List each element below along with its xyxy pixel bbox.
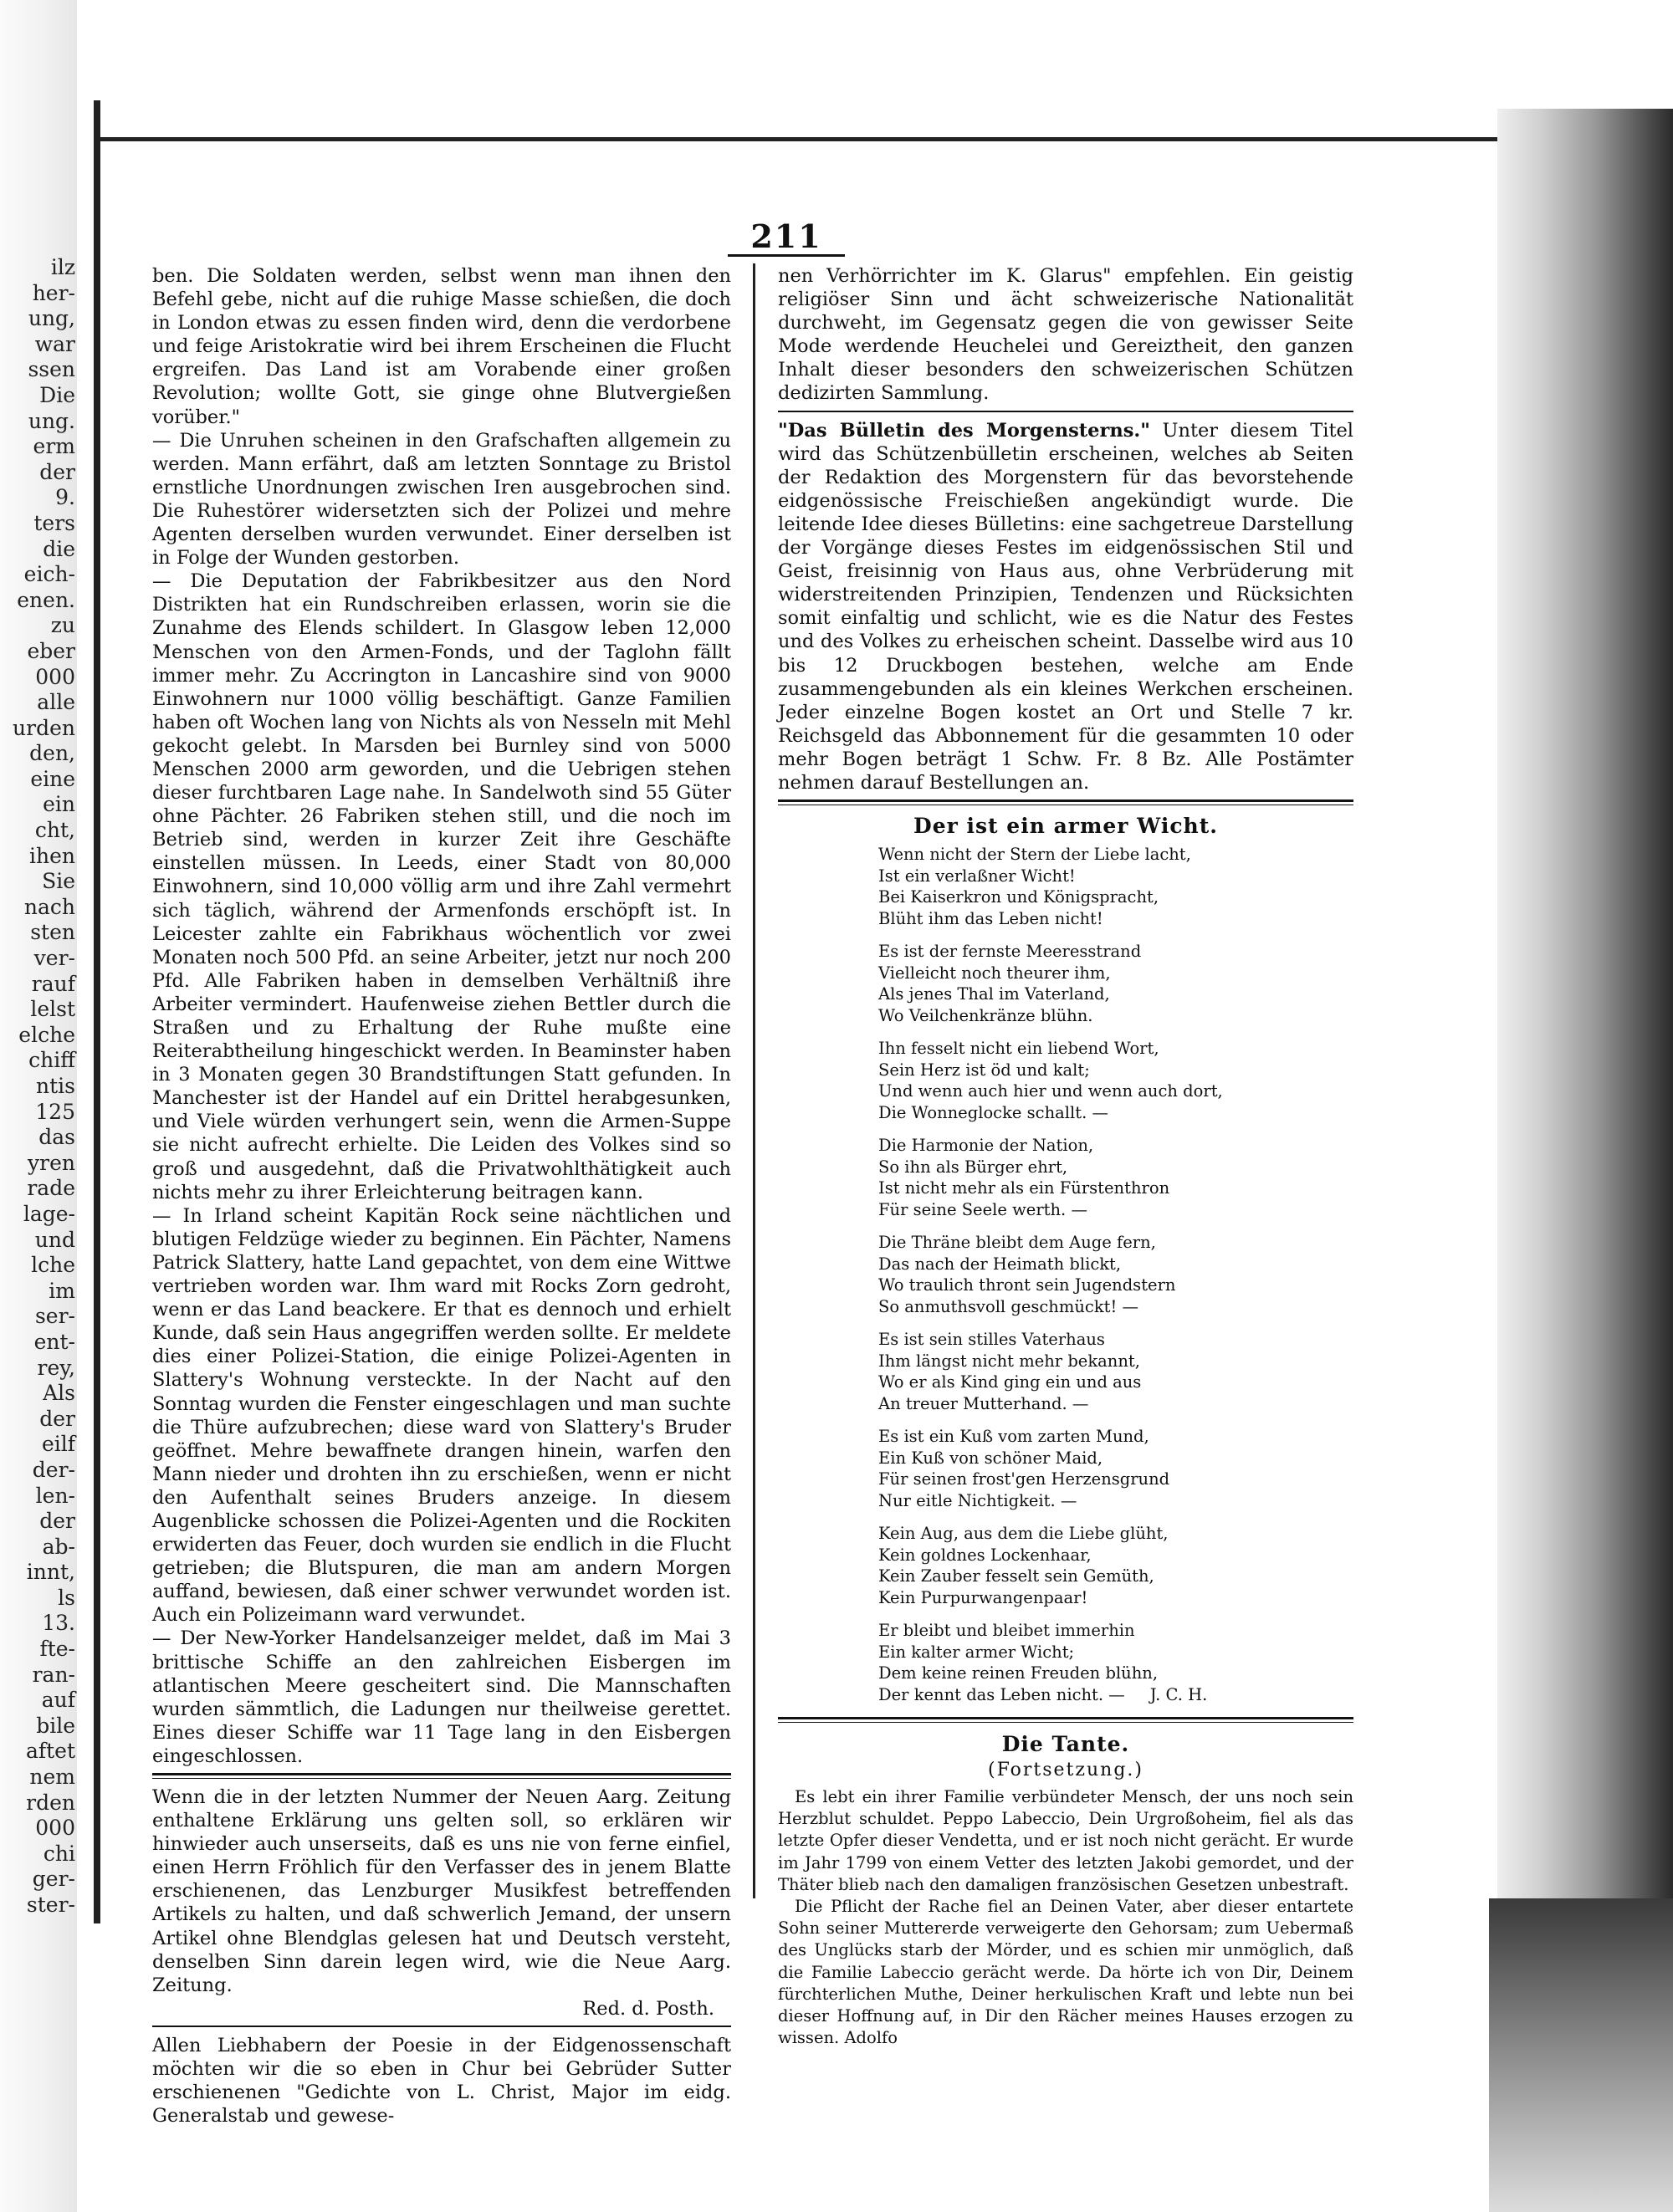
fragment-line: ung. <box>28 408 75 433</box>
poem-line <box>878 1372 1353 1393</box>
fragment-line: ger- <box>32 1867 75 1892</box>
binding-gutter <box>94 100 100 1923</box>
poetry-notice: Allen Liebhabern der Poesie in der Eidgenossenschaft möchten wir die so eben in Chur bei Gebrüder Sutter erschienenen "Gedichte von L. Christ, Major im eidg. Generalstab und gewese- <box>152 2034 731 2128</box>
fragment-line: Als <box>43 1381 75 1406</box>
poem-stanza <box>878 1426 1353 1511</box>
story-subtitle: (Fortsetzung.) <box>988 1760 1143 1781</box>
poem-line <box>878 1351 1353 1372</box>
fragment-line: chi <box>43 1841 75 1866</box>
poem-line <box>878 1060 1353 1081</box>
fragment-line: fte- <box>39 1637 75 1662</box>
fragment-line: auf <box>41 1688 75 1713</box>
poem-line-text: Blüht ihm das Leben nicht! <box>878 908 1103 928</box>
fragment-line: len- <box>35 1483 75 1508</box>
fragment-line: yren <box>28 1150 75 1175</box>
poem-line <box>878 1254 1353 1275</box>
column-divider <box>753 263 755 1898</box>
fragment-line: ent- <box>33 1329 75 1354</box>
poem-stanza <box>878 1038 1353 1123</box>
left-column <box>152 264 731 2128</box>
poem-line-text: Die Harmonie der Nation, <box>878 1136 1094 1156</box>
fragment-line: alle <box>37 690 75 715</box>
poem-line <box>878 908 1353 930</box>
fragment-line: elche <box>18 1022 75 1047</box>
poem-line-text: Kein Purpurwangenpaar! <box>878 1587 1088 1607</box>
poem-line-text: Ihn fesselt nicht ein liebend Wort, <box>878 1039 1159 1059</box>
poem-line-text: Es ist sein stilles Vaterhaus <box>878 1330 1105 1350</box>
poem-line <box>878 1296 1353 1318</box>
poem-line <box>878 1587 1353 1609</box>
editorial-notice: Wenn die in der letzten Nummer der Neuen Aarg. Zeitung enthaltene Erklärung uns gelten soll, so erklären wir hinwieder auch unserseits, daß es uns nie von ferne einfiel, einen Herrn Fröhlich für den Verfasser des in jenem Blatte erschienenen, das Lenzburger Musikfest betreffenden Artikels zu halten, und daß schwerlich Jemand, der unsern Artikel ohne Blendglas gelesen hat und Deutsch versteht, denselben Sinn darein legen wird, wie die Neue Aarg. Zeitung. <box>152 1786 731 1996</box>
story <box>778 1786 1353 2049</box>
fragment-line: der <box>39 1509 75 1534</box>
poem-line-text: Wenn nicht der Stern der Liebe lacht, <box>878 845 1191 865</box>
poem-line-text: Wo Veilchenkränze blühn. <box>878 1005 1093 1025</box>
right-column <box>778 264 1353 2050</box>
fragment-line: rauf <box>31 971 75 996</box>
fragment-line: 000 <box>35 664 75 689</box>
poem-line <box>878 1469 1353 1490</box>
fragment-line: ster- <box>26 1893 75 1917</box>
fragment-line: aftet <box>25 1739 75 1764</box>
fragment-line: lelst <box>30 997 75 1022</box>
bulletin-title: "Das Bülletin des Morgensterns." <box>778 419 1150 442</box>
poem-line-text: Es ist der fernste Meeresstrand <box>878 942 1142 962</box>
fragment-line: eilf <box>41 1432 75 1457</box>
fragment-line: ung, <box>28 306 75 331</box>
section-divider <box>778 411 1353 412</box>
fragment-line: ters <box>33 510 75 535</box>
poem-stanza <box>878 1329 1353 1414</box>
poem-line <box>878 1157 1353 1178</box>
page-corner-shadow <box>1489 1898 1673 2212</box>
fragment-line: ssen <box>28 357 75 382</box>
fragment-line: der <box>39 1406 75 1431</box>
poem-line-text: Ein kalter armer Wicht; <box>878 1642 1075 1662</box>
fragment-line: ein <box>43 792 75 817</box>
fragment-line: 13. <box>42 1611 75 1636</box>
fragment-line: ls <box>58 1585 75 1610</box>
fragment-line: Die <box>39 382 75 407</box>
fragment-line: rade <box>27 1176 75 1201</box>
poem-line <box>878 1523 1353 1545</box>
poem-line-text: Die Thräne bleibt dem Auge fern, <box>878 1233 1156 1253</box>
fragment-line: lage- <box>23 1201 75 1226</box>
poem-line-text: Und wenn auch hier und wenn auch dort, <box>878 1081 1223 1101</box>
fragment-line: sten <box>30 920 75 945</box>
fragment-line: rey, <box>37 1355 75 1380</box>
fragment-line: ver- <box>33 946 75 971</box>
poem-line <box>878 1566 1353 1587</box>
poem-line <box>878 1232 1353 1254</box>
poem-stanza <box>878 1135 1353 1220</box>
fragment-line: bile <box>36 1713 75 1738</box>
poem-line-text: Er bleibt und bleibet immerhin <box>878 1621 1135 1641</box>
poem-line-text: Bei Kaiserkron und Königspracht, <box>878 887 1159 907</box>
poem-line-text: Ein Kuß von schöner Maid, <box>878 1448 1103 1468</box>
poem-line-text: Sein Herz ist öd und kalt; <box>878 1060 1090 1080</box>
poem-line <box>878 1102 1353 1124</box>
fragment-line: der <box>39 459 75 484</box>
poem-line-text: Das nach der Heimath blickt, <box>878 1254 1122 1274</box>
poem-line <box>878 1448 1353 1469</box>
poem-line-text: Für seinen frost'gen Herzensgrund <box>878 1469 1170 1489</box>
poem-stanza <box>878 1523 1353 1608</box>
fragment-line: ihen <box>29 843 75 868</box>
poem-line-text: So ihn als Bürger ehrt, <box>878 1157 1068 1177</box>
fragment-line: chiff <box>28 1048 75 1073</box>
poem-line <box>878 1663 1353 1684</box>
fragment-line: nach <box>23 894 75 919</box>
page-edge-shadow <box>1497 109 1673 1898</box>
article-paragraph: — Der New-Yorker Handelsanzeiger meldet, daß im Mai 3 brittische Schiffe an den zahlreichen Eisbergen im atlantischen Meere gescheitert sind. Die Mannschaften wurden sämmtlich, die Ladungen nur theilweise gerettet. Eines dieser Schiffe war 11 Tage lang in den Eisbergen eingeschlossen. <box>152 1627 731 1767</box>
fragment-line: Sie <box>42 869 75 894</box>
poem-line <box>878 866 1353 887</box>
poem-line <box>878 1080 1353 1102</box>
poem-line-text: Dem keine reinen Freuden blühn, <box>878 1663 1159 1683</box>
fragment-line: rden <box>26 1790 75 1815</box>
story-paragraph: Es lebt ein ihrer Familie verbündeter Mensch, der uns noch sein Herzblut schuldet. Peppo Labeccio, Dein Urgroßoheim, fiel als das letzte Opfer dieser Vendetta, und er ist noch nicht gerächt. Er wurde im Jahr 1799 von einem Vetter des letzten Jakobi gemordet, und der Thäter blieb nach den damaligen französischen Gesetzen unbestraft. <box>778 1787 1353 1894</box>
fragment-line: eber <box>27 638 75 663</box>
editorial-signoff: Red. d. Posth. <box>582 1997 714 2020</box>
top-rule <box>99 137 1537 141</box>
poem-author: J. C. H. <box>1149 1684 1208 1704</box>
fragment-line: eine <box>30 766 75 791</box>
poem-line <box>878 1620 1353 1642</box>
poem-line-text: Ist nicht mehr als ein Fürstenthron <box>878 1178 1170 1198</box>
poem-stanza <box>878 941 1353 1026</box>
section-divider <box>152 1773 731 1779</box>
poem-line <box>878 844 1353 866</box>
poem-line-text: Vielleicht noch theurer ihm, <box>878 963 1111 983</box>
poem-stanza <box>878 1232 1353 1317</box>
poem-line-text: Es ist ein Kuß vom zarten Mund, <box>878 1427 1149 1447</box>
poem-line-text: Nur eitle Nichtigkeit. — <box>878 1490 1077 1510</box>
section-divider <box>778 799 1353 805</box>
fragment-line: lche <box>31 1253 75 1278</box>
page-number: 211 <box>728 219 845 257</box>
fragment-line: das <box>38 1125 75 1150</box>
poem-line-text: Wo traulich thront sein Jugendstern <box>878 1275 1176 1295</box>
fragment-line: ilz <box>50 255 75 279</box>
fragment-line: innt, <box>26 1560 75 1585</box>
poem-line-text: Als jenes Thal im Vaterland, <box>878 984 1110 1004</box>
poem-stanza <box>878 1620 1353 1705</box>
poem-line <box>878 1005 1353 1027</box>
fragment-line: her- <box>32 280 75 305</box>
poem-line-text: Die Wonneglocke schallt. — <box>878 1102 1108 1122</box>
poem-line <box>878 963 1353 984</box>
fragment-line: nem <box>29 1765 75 1790</box>
fragment-line: ser- <box>34 1304 75 1329</box>
poem-line <box>878 1642 1353 1663</box>
poem-line-text: Ist ein verlaßner Wicht! <box>878 866 1076 886</box>
poem <box>878 844 1353 1705</box>
poem-line <box>878 983 1353 1005</box>
fragment-line: und <box>34 1227 75 1252</box>
fragment-line: den, <box>29 741 75 766</box>
fragment-line: erm <box>33 434 75 459</box>
poem-line <box>878 1426 1353 1448</box>
poem-line <box>878 1199 1353 1221</box>
notice-continuation: nen Verhörrichter im K. Glarus" empfehlen. Ein geistig religiöser Sinn und ächt schweizerische Nationalität durchweht, im Gegensatz gegen die von gewisser Seite Mode werdende Heuchelei und Gereiztheit, den ganzen Inhalt dieser besonders den schweizerischen Schützen dedizirten Sammlung. <box>778 265 1353 405</box>
poem-line <box>878 941 1353 963</box>
fragment-line: ran- <box>32 1662 75 1687</box>
article-paragraph: — Die Unruhen scheinen in den Grafschaften allgemein zu werden. Mann erfährt, daß am letzten Sonntage zu Bristol ernstliche Unordnungen zwischen Iren ausgebrochen sind. Die Ruhestörer widersetzten sich der Polizei und mehre Agenten derselben wurden verwundet. Einer derselben ist in Folge der Wunden gestorben. <box>152 429 731 570</box>
fragment-line: zu <box>50 613 75 638</box>
poem-line <box>878 1684 1353 1706</box>
previous-page-fragments <box>3 255 75 1917</box>
poem-line-text: Ihm längst nicht mehr bekannt, <box>878 1351 1140 1371</box>
poem-line-text: Der kennt das Leben nicht. — <box>878 1684 1125 1704</box>
fragment-line: 125 <box>35 1099 75 1124</box>
poem-title: Der ist ein armer Wicht. <box>913 814 1218 839</box>
fragment-line: ntis <box>36 1074 75 1098</box>
section-divider <box>778 1717 1353 1723</box>
article-paragraph: ben. Die Soldaten werden, selbst wenn man ihnen den Befehl gebe, nicht auf die ruhige Masse schießen, die doch in London etwas zu essen finden wird, denn die verdorbene und feige Aristokratie wird bei ihrem Erscheinen die Flucht ergreifen. Das Land ist am Vorabende einer großen Revolution; wollte Gott, sie ginge ohne Blutvergießen vorüber." <box>152 265 731 428</box>
poem-line <box>878 1135 1353 1157</box>
poem-line-text: Für seine Seele werth. — <box>878 1199 1087 1219</box>
fragment-line: 000 <box>35 1816 75 1841</box>
poem-stanza <box>878 844 1353 929</box>
bulletin-text: Unter diesem Titel wird das Schützenbülletin erscheinen, welches ab Seiten der Redaktion des Morgenstern für das bevorstehende eidgenössische Freischießen angekündigt wurde. Die leitende Idee dieses Bülletins: eine sachgetreue Darstellung der Vorgänge dieses Festes im eidgenössischen Stil und Geist, freisinnig von Haus aus, ohne Verbrüderung mit widerstreitenden Prinzipien, Tendenzen und Rücksichten somit einfaltig und schlicht, wie es die Natur des Festes und des Volkes zu erheischen scheint. Dasselbe wird aus 10 bis 12 Druckbogen bestehen, welche am Ende zusammengebunden als ein kleines Werkchen erscheinen. Jeder einzelne Bogen kostet an Ort und Stelle 7 kr. Reichsgeld das Abbonnement für die gesammten 10 oder mehr Bogen beträgt 1 Schw. Fr. 8 Bz. Alle Postämter nehmen darauf Bestellungen an. <box>778 419 1353 794</box>
section-divider <box>152 2026 731 2027</box>
poem-line <box>878 1545 1353 1566</box>
poem-line-text: Kein Aug, aus dem die Liebe glüht, <box>878 1524 1169 1544</box>
poem-line-text: An treuer Mutterhand. — <box>878 1393 1089 1413</box>
fragment-line: 9. <box>55 485 75 510</box>
poem-line-text: Kein Zauber fesselt sein Gemüth, <box>878 1566 1154 1586</box>
bulletin-announcement <box>778 419 1353 795</box>
story-paragraph: Die Pflicht der Rache fiel an Deinen Vater, aber dieser entartete Sohn seiner Muttererde verweigerte den Gehorsam; zum Uebermaß des Unglücks starb der Mörder, und es schien mir unmöglich, daß die Familie Labeccio gerächt werde. Da hörte ich von Dir, Deinem fürchterlichen Muthe, Deiner herkulischen Kraft und lebte nun bei dieser Hoffnung auf, in Dir den Rächer meines Hauses erzogen zu wissen. Adolfo <box>778 1897 1353 2048</box>
poem-line-text: So anmuthsvoll geschmückt! — <box>878 1296 1139 1316</box>
fragment-line: cht, <box>34 818 75 843</box>
poem-line <box>878 1178 1353 1199</box>
fragment-line: war <box>34 331 75 356</box>
poem-line-text: Kein goldnes Lockenhaar, <box>878 1545 1092 1565</box>
fragment-line: eich- <box>23 562 75 587</box>
fragment-line: der- <box>32 1457 75 1482</box>
fragment-line: ab- <box>42 1534 75 1559</box>
poem-line <box>878 1490 1353 1512</box>
poem-line <box>878 1393 1353 1415</box>
poem-line <box>878 1038 1353 1060</box>
fragment-line: enen. <box>17 587 75 612</box>
article-paragraph: — Die Deputation der Fabrikbesitzer aus den Nord Distrikten hat ein Rundschreiben erlassen, worin sie die Zunahme des Elends schildert. In Glasgow leben 12,000 Menschen von den Armen-Fonds, und der Taglohn fällt immer mehr. Zu Accrington in Lancashire sind von 9000 Einwohnern nur 1000 völlig beschäftigt. Ganze Familien haben oft Wochen lang von Nichts als von Nesseln mit Mehl gekocht gelebt. In Marsden bei Burnley sind von 5000 Menschen 2000 arm geworden, und die Uebrigen stehen dieser furchtbaren Lage nahe. In Sandelwoth sind 55 Güter ohne Pächter. 26 Fabriken stehen still, und die noch im Betrieb sind, werden in kurzer Zeit ihre Geschäfte einstellen müssen. In Leeds, einer Stadt von 80,000 Einwohnern, sind 10,000 völlig arm und ihre Zahl vermehrt sich täglich, während der Armenfonds erschöpft ist. In Leicester zahlte ein Fabrikhaus wöchentlich vor zwei Monaten noch 500 Pfd. an seine Arbeiter, jetzt nur noch 200 Pfd. Alle Fabriken haben in demselben Verhältniß ihre Arbeiter vermindert. Haufenweise ziehen Bettler durch die Straßen und zu Erhaltung der Ruhe mußte eine Reiterabtheilung hingeschickt werden. In Beaminster haben in 3 Monaten gegen 30 Brandstiftungen Statt gefunden. In Manchester ist der Handel auf ein Drittel herabgesunken, und Viele würden verhungert sein, wenn die Armen-Suppe sie nicht aufrecht erhielte. Die Leiden des Volkes sind so groß und ausgedehnt, daß die Privatwohlthätigkeit auch nichts mehr zu ihrer Erleichterung beitragen kann. <box>152 570 731 1203</box>
poem-line-text: Wo er als Kind ging ein und aus <box>878 1372 1142 1392</box>
poem-line <box>878 886 1353 908</box>
poem-line <box>878 1329 1353 1351</box>
article-paragraph: — In Irland scheint Kapitän Rock seine nächtlichen und blutigen Feldzüge wieder zu beginnen. Ein Pächter, Namens Patrick Slattery, hatte Land gepachtet, von dem eine Wittwe vertrieben worden war. Ihm ward mit Rocks Zorn gedroht, wenn er das Land beackere. Er that es dennoch und erhielt Kunde, daß sein Haus angegriffen werden sollte. Er meldete dies einer Polizei-Station, die einige Polizei-Agenten in Slattery's Wohnung versteckte. In der Nacht auf den Sonntag wurden die Fenster eingeschlagen und man suchte die Thüre aufzubrechen; diese ward von Slattery's Bruder geöffnet. Mehre bewaffnete drangen hinein, warfen den Mann nieder und drohten ihn zu erschießen, wenn er nicht den Aufenthalt seines Bruders anzeige. In diesem Augenblicke schossen die Polizei-Agenten und die Rockiten erwiderten das Feuer, doch wurden sie endlich in die Flucht getrieben; die Blutspuren, die man am andern Morgen auffand, bewiesen, daß einer schwer verwundet worden ist. Auch ein Polizeimann ward verwundet. <box>152 1204 731 1627</box>
fragment-line: im <box>49 1278 75 1303</box>
poem-line <box>878 1275 1353 1296</box>
fragment-line: urden <box>13 715 75 740</box>
fragment-line: die <box>43 536 75 561</box>
story-title: Die Tante. <box>1001 1732 1130 1757</box>
